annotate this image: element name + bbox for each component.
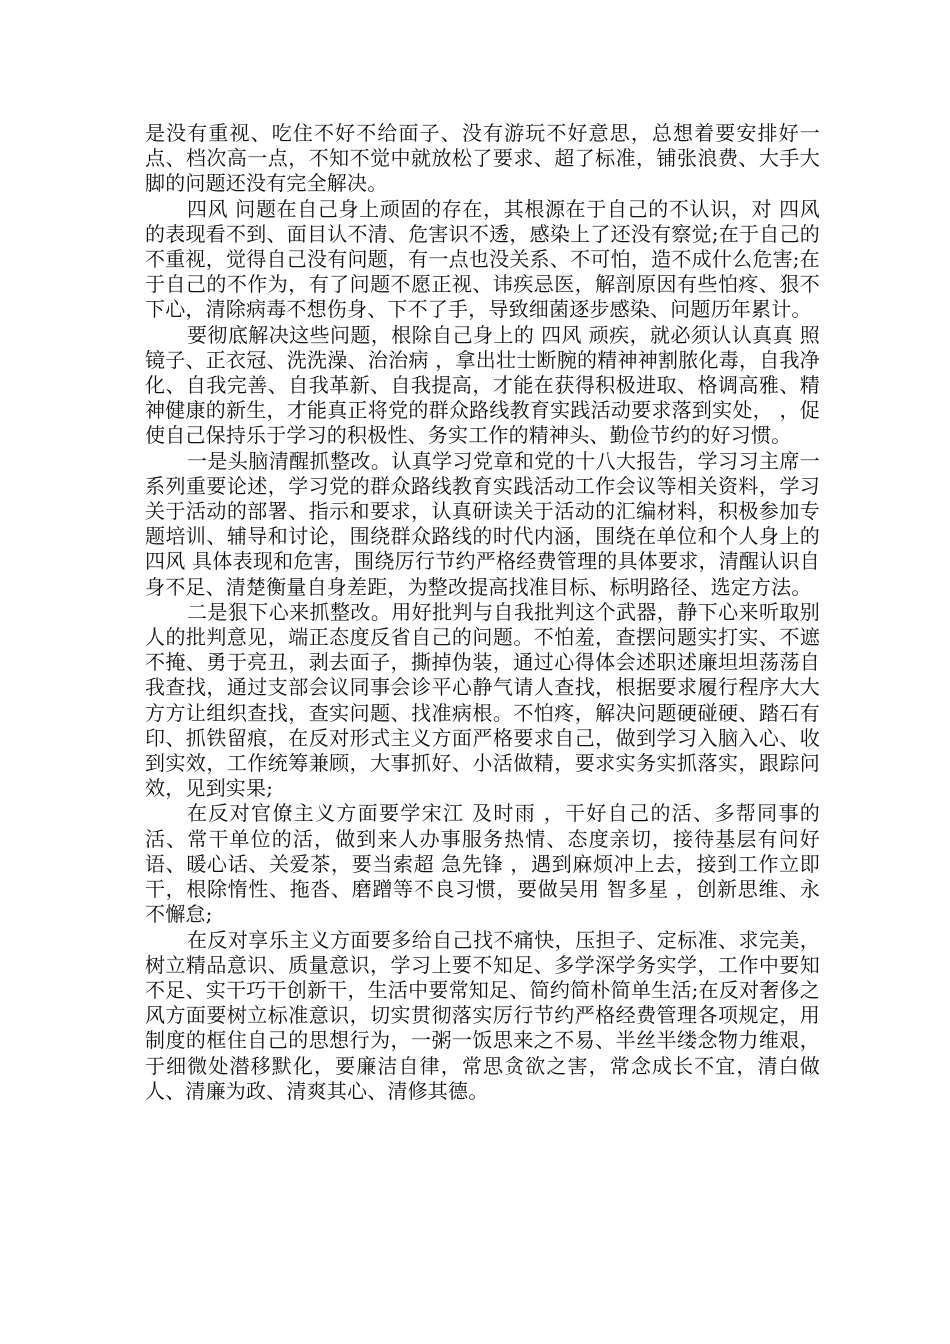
document-body [145, 121, 820, 1104]
paragraph-5: 二是狠下心来抓整改。用好批判与自我批判这个武器，静下心来听取别人的批判意见，端正态度反省自己的问题。不怕羞，查摆问题实打实、不遮不掩、勇于亮丑，剥去面子，撕掉伪装，通过心得体会述职述廉坦坦荡荡自我查找，通过支部会议同事会诊平心静气请人查找，根据要求履行程序大大方方让组织查找，查实问题、找准病根。不怕疼，解决问题硬碰硬、踏石有印、抓铁留痕，在反对形式主义方面严格要求自己，做到学习入脑入心、收到实效，工作统筹兼顾，大事抓好、小活做精，要求实务实抓落实，跟踪问效，见到实果; [145, 599, 820, 801]
paragraph-6: 在反对官僚主义方面要学宋江 及时雨 ，干好自己的活、多帮同事的活、常干单位的活，做到来人办事服务热情、态度亲切，接待基层有问好语、暖心话、关爱茶，要当索超 急先锋 ，遇到麻烦冲上去，接到工作立即干，根除惰性、拖沓、磨蹭等不良习惯，要做吴用 智多星 ，创新思维、永不懈怠; [145, 801, 820, 927]
paragraph-4: 一是头脑清醒抓整改。认真学习党章和党的十八大报告，学习习主席一系列重要论述，学习党的群众路线教育实践活动工作会议等相关资料，学习关于活动的部署、指示和要求，认真研读关于活动的汇编材料，积极参加专题培训、辅导和讨论，围绕群众路线的时代内涵，围绕在单位和个人身上的 四风 具体表现和危害，围绕厉行节约严格经费管理的具体要求，清醒认识自身不足、清楚衡量自身差距，为整改提高找准目标、标明路径、选定方法。 [145, 448, 820, 599]
paragraph-1: 是没有重视、吃住不好不给面子、没有游玩不好意思，总想着要安排好一点、档次高一点，不知不觉中就放松了要求、超了标准，铺张浪费、大手大脚的问题还没有完全解决。 [145, 121, 820, 196]
paragraph-7: 在反对享乐主义方面要多给自己找不痛快，压担子、定标准、求完美，树立精品意识、质量意识，学习上要不知足、多学深学务实学，工作中要知不足、实干巧干创新干，生活中要常知足、简约简朴简单生活;在反对奢侈之风方面要树立标准意识，切实贯彻落实厉行节约严格经费管理各项规定，用制度的框住自己的思想行为，一粥一饭思来之不易、半丝半缕念物力维艰，于细微处潜移默化，要廉洁自律，常思贪欲之害，常念成长不宜，清白做人、清廉为政、清爽其心、清修其德。 [145, 927, 820, 1103]
paragraph-3: 要彻底解决这些问题，根除自己身上的 四风 顽疾，就必须认认真真 照镜子、正衣冠、洗洗澡、治治病 ，拿出壮士断腕的精神神割脓化毒，自我净化、自我完善、自我革新、自我提高，才能在获得积极进取、格调高雅、精神健康的新生，才能真正将党的群众路线教育实践活动要求落到实处， ，促使自己保持乐于学习的积极性、务实工作的精神头、勤俭节约的好习惯。 [145, 322, 820, 448]
paragraph-2: 四风 问题在自己身上顽固的存在，其根源在于自己的不认识，对 四风 的表现看不到、面目认不清、危害识不透，感染上了还没有察觉;在于自己的不重视，觉得自己没有问题，有一点也没关系、不可怕，造不成什么危害;在于自己的不作为，有了问题不愿正视、讳疾忌医，解剖原因有些怕疼、狠不下心，清除病毒不想伤身、下不了手，导致细菌逐步感染、问题历年累计。 [145, 196, 820, 322]
